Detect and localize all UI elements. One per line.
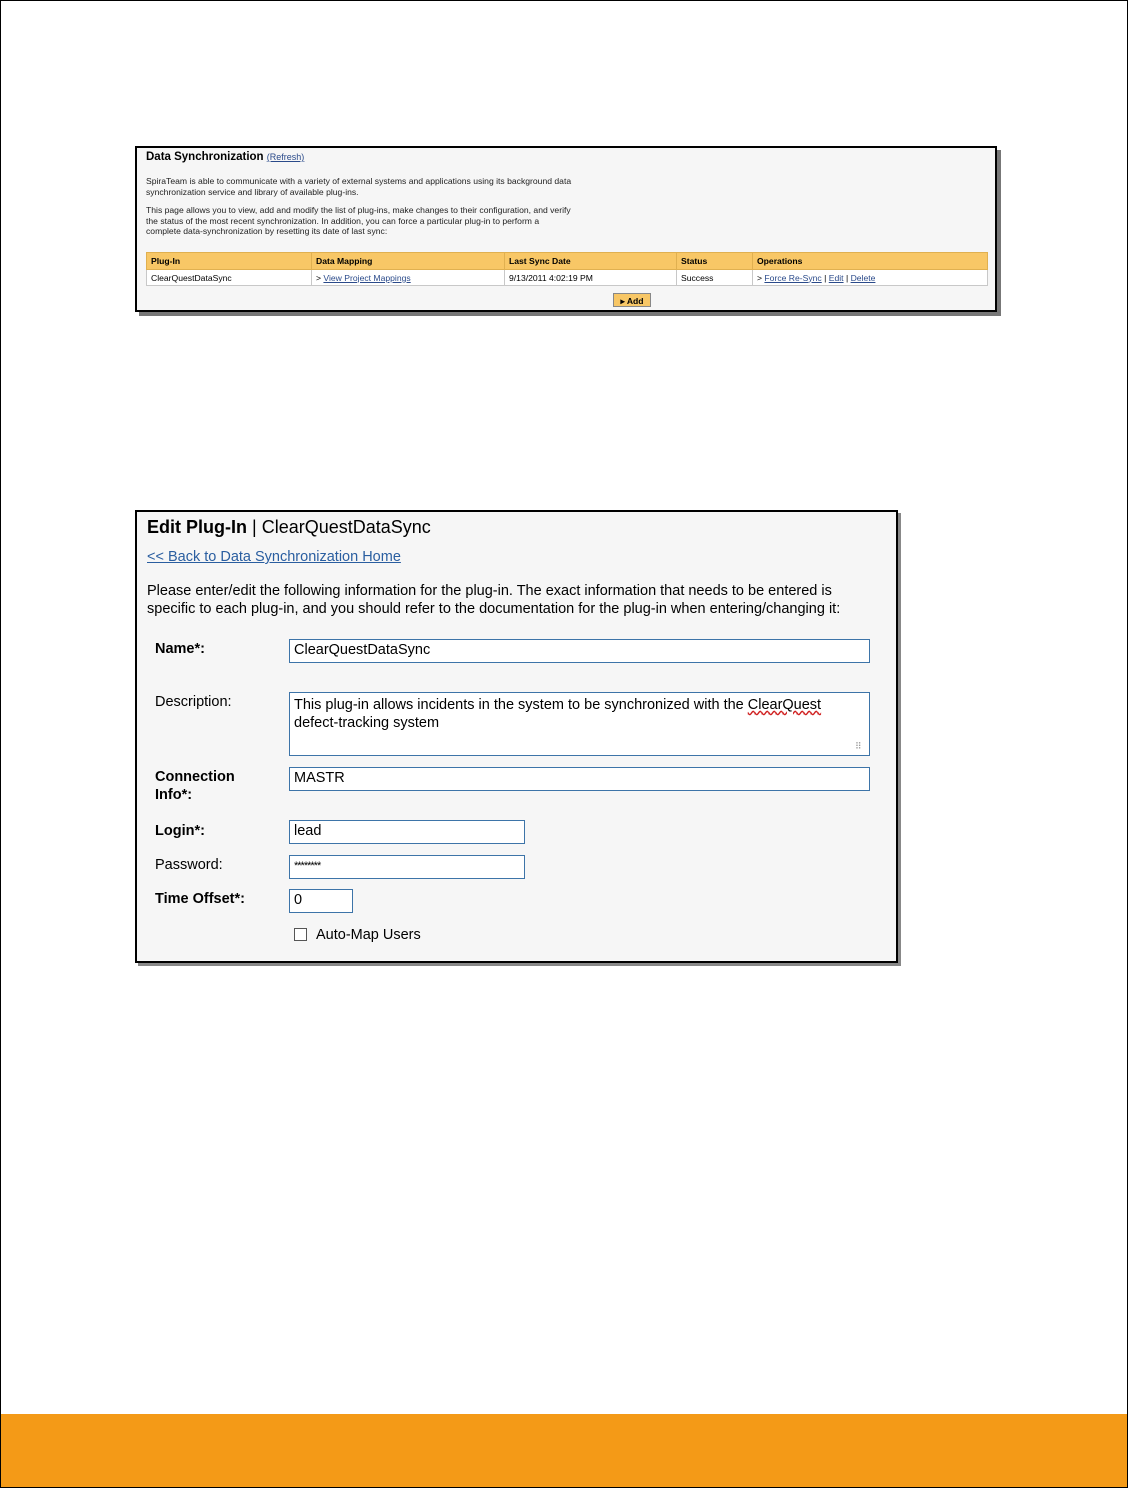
cell-data-mapping: > View Project Mappings [312, 270, 505, 286]
table-row [147, 270, 988, 286]
footer-band [1, 1414, 1127, 1487]
password-input[interactable]: ******** [289, 855, 525, 879]
auto-map-users-checkbox[interactable] [294, 928, 307, 941]
cell-last-sync: 9/13/2011 4:02:19 PM [505, 270, 677, 286]
password-label: Password: [155, 857, 223, 873]
data-sync-screenshot [135, 146, 997, 312]
col-header-data-mapping: Data Mapping [312, 253, 505, 270]
connection-info-input[interactable]: MASTR [289, 767, 870, 791]
back-to-home-link[interactable]: << Back to Data Synchronization Home [147, 549, 401, 565]
edit-plugin-screenshot [135, 510, 898, 963]
col-header-last-sync: Last Sync Date [505, 253, 677, 270]
col-header-plugin: Plug-In [147, 253, 312, 270]
view-project-mappings-link[interactable]: View Project Mappings [323, 272, 411, 283]
auto-map-users-label: Auto-Map Users [316, 927, 421, 943]
col-header-status: Status [677, 253, 753, 270]
connection-info-label: Connection Info*: [155, 769, 235, 803]
name-label: Name*: [155, 641, 205, 657]
login-label: Login*: [155, 823, 205, 839]
name-input[interactable]: ClearQuestDataSync [289, 639, 870, 663]
resize-grip-icon[interactable]: ⠿ [855, 741, 862, 751]
instructions-text: Please enter/edit the following information for the plug-in. The exact information that needs to be entered is specific to each plug-in, and you should refer to the documentation for the plug-in when entering/changing it: [147, 583, 841, 617]
refresh-link[interactable]: (Refresh) [266, 152, 305, 162]
page-title: Edit Plug-In | ClearQuestDataSync [147, 517, 431, 537]
cell-status: Success [677, 270, 753, 286]
time-offset-input[interactable]: 0 [289, 889, 353, 913]
cell-operations: > Force Re-Sync | Edit | Delete [753, 270, 988, 286]
login-input[interactable]: lead [289, 820, 525, 844]
table-header-row [147, 253, 988, 270]
intro-paragraph-1: SpiraTeam is able to communicate with a variety of external systems and applications using its background data synchronization service and library of available plug-ins. [146, 176, 572, 197]
spellcheck-word: ClearQuest [747, 697, 822, 713]
description-textarea[interactable]: This plug-in allows incidents in the system to be synchronized with the ClearQuest defect-tracking system ⠿ [289, 692, 870, 756]
delete-link[interactable]: Delete [850, 272, 876, 283]
cell-plugin: ClearQuestDataSync [147, 270, 312, 286]
force-resync-link[interactable]: Force Re-Sync [764, 272, 822, 283]
data-sync-title: Data Synchronization (Refresh) [146, 151, 305, 163]
add-button[interactable]: ▸ Add [613, 293, 651, 307]
description-label: Description: [155, 694, 232, 710]
time-offset-label: Time Offset*: [155, 891, 245, 907]
edit-link[interactable]: Edit [828, 272, 844, 283]
col-header-operations: Operations [753, 253, 988, 270]
intro-paragraph-2: This page allows you to view, add and modify the list of plug-ins, make changes to their configuration, and verify the status of the most recent synchronization. In addition, you can force a particular plug-in to perform a complete data-synchronization by resetting its date of last sync: [146, 205, 571, 236]
plugins-table [146, 252, 988, 286]
